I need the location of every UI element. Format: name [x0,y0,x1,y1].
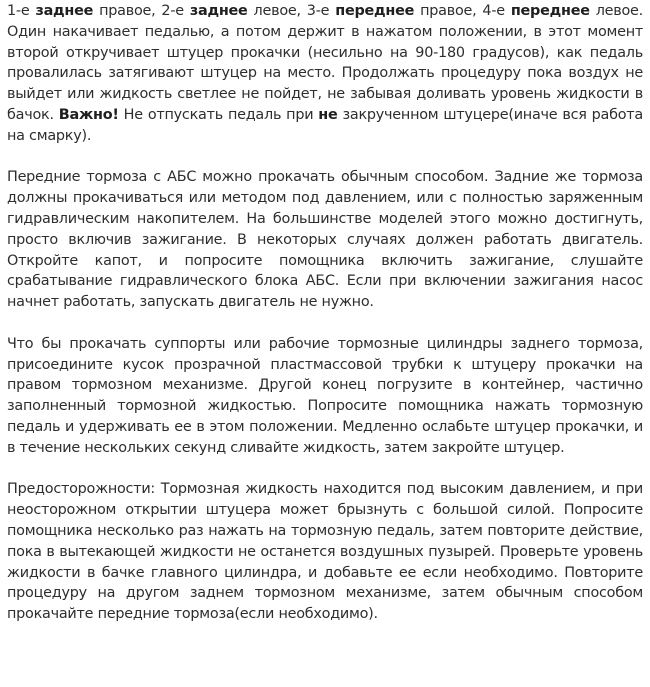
text-segment: правое, 4-е [414,3,511,19]
text-segment: левое, 3-е [247,3,336,19]
bold-text: заднее [35,3,94,19]
text-segment: Передние тормоза с АБС можно прокачать обычным способом. Задние же тормоза должны прокачиваться или методом под давлением, или с полностью заряженным гидравлическим накопителем. На большинстве моделей этого можно достигнуть, просто включив зажигание. В некоторых случаях должен работать двигатель. Откройте капот, и попросите помощника включить зажигание, слушайте срабатывание гидравлического блока АБС. Если при включении зажигания насос начнет работать, запускать двигатель не нужно. [7,169,643,311]
paragraph-rear-calipers [7,334,643,459]
text-segment: правое, 2-е [93,3,190,19]
text-segment: закрученном штуцере(иначе вся работа на смарку). [7,106,643,144]
paragraph-bleeding-order [7,1,643,147]
text-segment: 1-е [7,3,36,19]
bold-text: переднее [335,3,415,19]
bold-text: заднее [189,3,248,19]
text-segment: Не отпускать педаль при [118,106,319,123]
bold-text: не [318,106,338,123]
important-note: Важно! [58,106,119,123]
text-segment: левое. Один накачивает педалью, а потом держит в нажатом положении, в этот момент второй откручивает штуцер прокачки (несильно на 90-180 градусов), как педаль провалилась затягивают штуцер на место. Продолжать процедуру пока воздух не выйдет или жидкость светлее не пойдет, не забывая доливать уровень жидкости в бачок. [7,3,643,123]
paragraph-precautions [7,479,643,625]
bold-text: переднее [510,3,590,19]
text-segment: Предосторожности: Тормозная жидкость находится под высоким давлением, и при неосторожном открытии штуцера может брызнуть с большой силой. Попросите помощника несколько раз нажать на тормозную педаль, затем повторите действие, пока в вытекающей жидкости не останется воздушных пузырей. Проверьте уровень жидкости в бачке главного цилиндра, и добавьте ее если необходимо. Повторите процедуру на другом заднем тормозном механизме, затем обычным способом прокачайте передние тормоза(если необходимо). [7,481,643,623]
paragraph-abs-brakes [7,167,643,313]
text-segment: Что бы прокачать суппорты или рабочие тормозные цилиндры заднего тормоза, присоедините кусок прозрачной пластмассовой трубки к штуцеру прокачки на правом тормозном механизме. Другой конец погрузите в контейнер, частично заполненный тормозной жидкостью. Попросите помощника нажать тормозную педаль и удерживать ее в этом положении. Медленно ослабьте штуцер прокачки, и в течение нескольких секунд сливайте жидкость, затем закройте штуцер. [7,335,643,456]
